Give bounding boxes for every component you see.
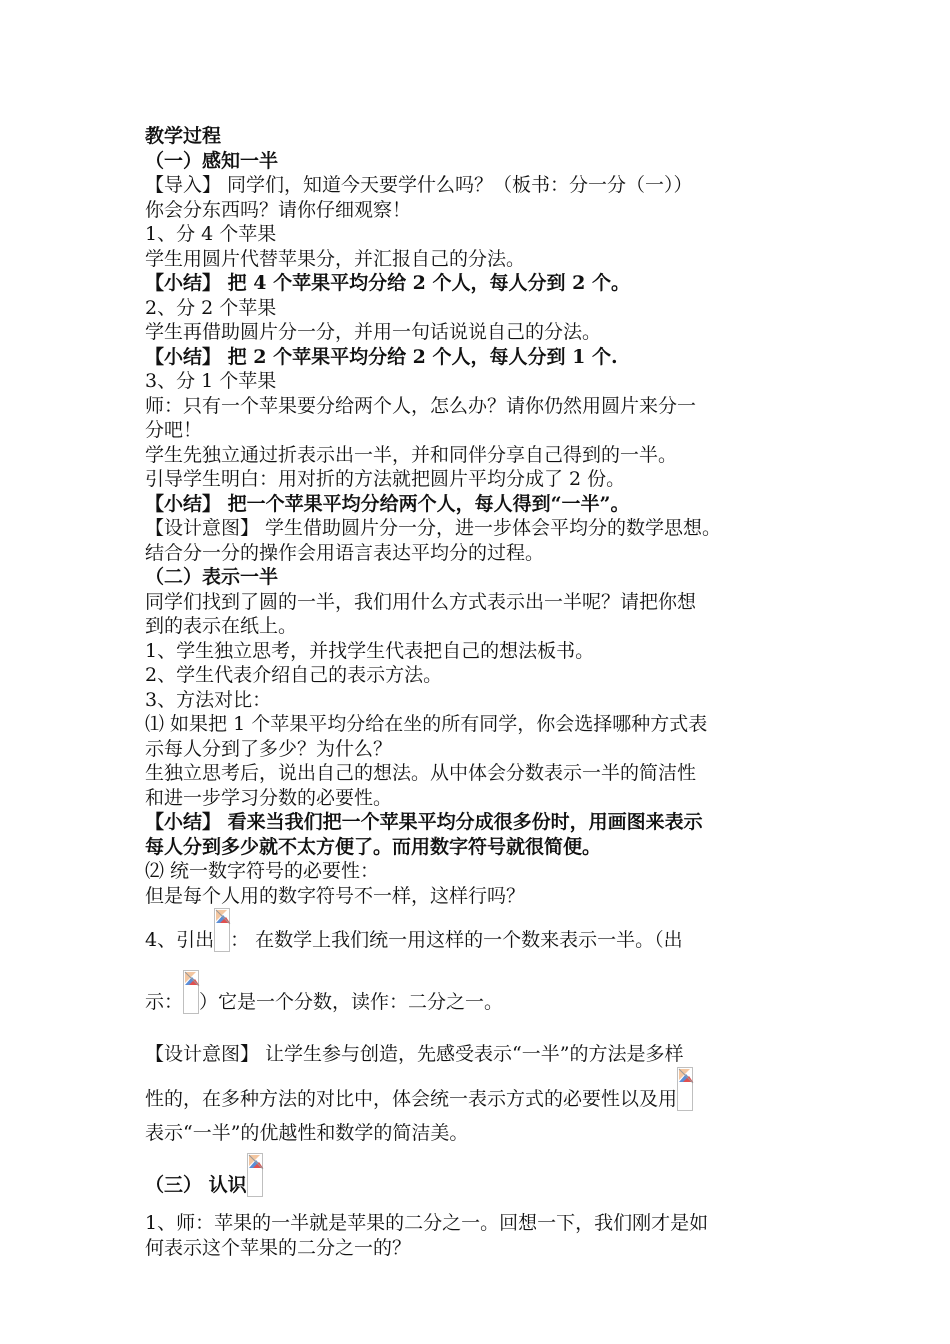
text-line: 学生先独立通过折表示出一半，并和同伴分享自己得到的一半。 [145,443,678,466]
text-line: 1、师：苹果的一半就是苹果的二分之一。回想一下，我们刚才是如 [145,1212,709,1234]
text-line: 分吧！ [145,419,203,441]
broken-image-icon [677,1067,693,1111]
text-line: 示每人分到了多少？为什么？ [145,737,393,760]
text-line: 何表示这个苹果的二分之一的？ [145,1236,412,1259]
text-span: ： 在数学上我们统一用这样的一个数来表示一半。（出 [230,929,683,951]
text-line: 引导学生明白：用对折的方法就把圆片平均分成了 2 份。 [145,468,626,490]
summary-line: 【小结】 把 4 个苹果平均分给 2 个人，每人分到 2 个。 [145,272,630,294]
text-line: 1、分 4 个苹果 [145,223,277,245]
summary-line: 【小结】 把一个苹果平均分给两个人，每人得到“一半”。 [145,492,630,515]
text-line: ⑵ 统一数字符号的必要性： [145,860,380,882]
text-line: 学生用圆片代替苹果分，并汇报自己的分法。 [145,247,526,270]
text-line: 但是每个人用的数字符号不一样，这样行吗？ [145,884,526,907]
section-2-heading: （二）表示一半 [145,566,279,588]
text-line: 结合分一分的操作会用语言表达平均分的过程。 [145,541,545,564]
doc-title: 教学过程 [145,125,222,147]
section-3-heading [145,1153,825,1207]
summary-line: 【小结】 把 2 个苹果平均分给 2 个人，每人分到 1 个. [145,345,618,368]
text-line: 到的表示在纸上。 [145,615,298,637]
text-line: 【导入】 同学们，知道今天要学什么吗？（板书：分一分（一）） [145,174,693,196]
text-span: （三） 认识 [145,1174,247,1196]
text-line: 师：只有一个苹果要分给两个人，怎么办？请你仍然用圆片来分一 [145,394,697,417]
text-line: 表示“一半”的优越性和数学的简洁美。 [145,1121,469,1144]
text-line: ⑴ 如果把 1 个苹果平均分给在坐的所有同学，你会选择哪种方式表 [145,713,708,735]
section-1-heading: （一）感知一半 [145,149,279,172]
text-span: 性的，在多种方法的对比中，体会统一表示方式的必要性以及用 [145,1087,678,1110]
broken-image-icon [183,970,199,1014]
text-line: 你会分东西吗？请你仔细观察！ [145,198,412,221]
broken-image-icon [214,908,230,952]
text-line: 3、分 1 个苹果 [145,370,277,392]
text-line: 【设计意图】 让学生参与创造，先感受表示“一半”的方法是多样 [145,1043,684,1065]
text-span: 4、引出 [145,929,215,951]
show-line [145,970,825,1024]
summary-line: 【小结】 看来当我们把一个苹果平均分成很多份时，用画图来表示 [145,811,703,833]
broken-image-icon [247,1153,263,1197]
intro-line [145,908,825,962]
document-page [145,124,825,1260]
text-line: 2、分 2 个苹果 [145,296,277,319]
text-span: 示： [145,991,184,1013]
text-line: 生独立思考后，说出自己的想法。从中体会分数表示一半的简洁性 [145,762,697,784]
text-line: 1、学生独立思考，并找学生代表把自己的想法板书。 [145,639,595,662]
text-line: 3、方法对比： [145,688,272,711]
text-line: 学生再借助圆片分一分，并用一句话说说自己的分法。 [145,321,602,343]
design-line [145,1067,825,1121]
text-line: 同学们找到了圆的一半，我们用什么方式表示出一半呢？请把你想 [145,590,697,613]
summary-line: 每人分到多少就不太方便了。而用数字符号就很简便。 [145,835,602,858]
text-line: 【设计意图】 学生借助圆片分一分，进一步体会平均分的数学思想。 [145,517,722,539]
text-line: 2、学生代表介绍自己的表示方法。 [145,664,443,686]
text-span: ）它是一个分数，读作：二分之一。 [199,991,504,1013]
text-line: 和进一步学习分数的必要性。 [145,786,393,809]
